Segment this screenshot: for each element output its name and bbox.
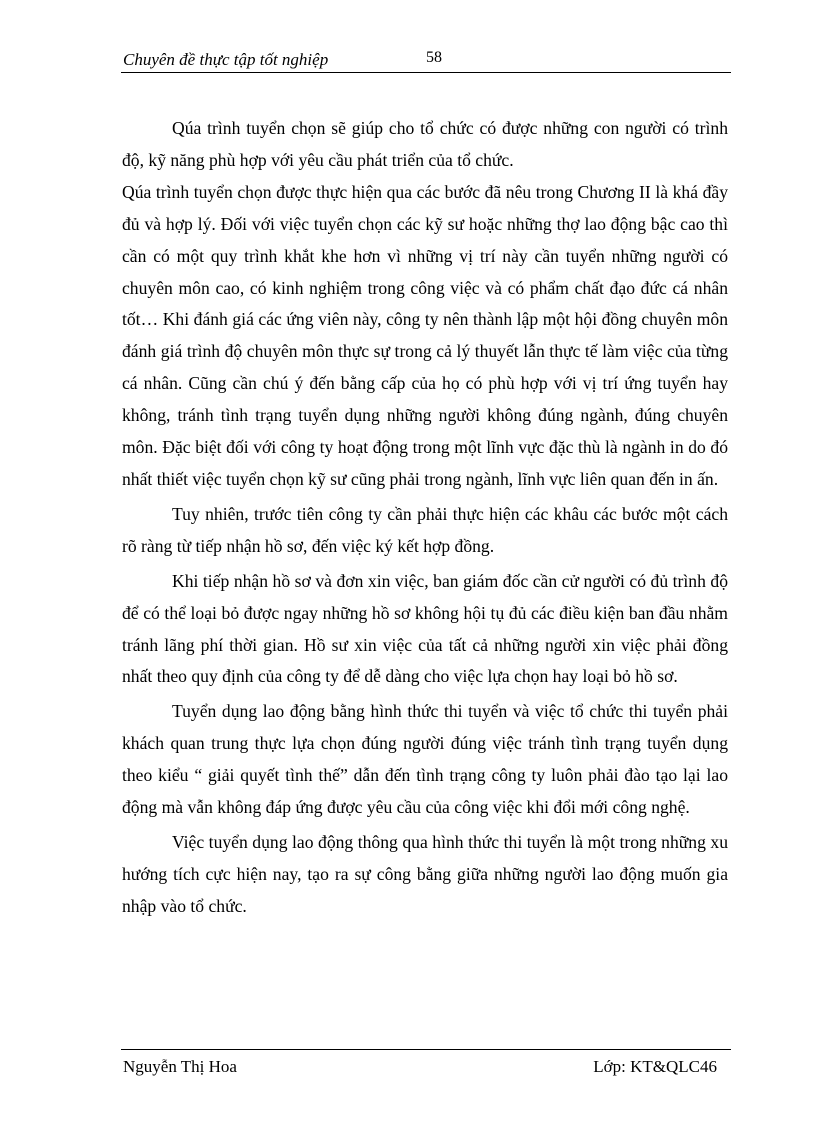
paragraph-5: Tuyển dụng lao động bằng hình thức thi tuyển và việc tổ chức thi tuyển phải khách quan trung thực lựa chọn đúng người đúng việc tránh tình trạng tuyển dụng theo kiểu “ giải quyết tình thế” dẫn đến tình trạng công ty luôn phải đào tạo lại lao động mà vẫn không đáp ứng được yêu cầu của công việc khi đổi mới công nghệ. bbox=[122, 701, 728, 818]
page-number: 58 bbox=[426, 49, 442, 66]
paragraph-2: Qúa trình tuyển chọn được thực hiện qua các bước đã nêu trong Chương II là khá đầy đủ và hợp lý. Đối với việc tuyển chọn các kỹ sư hoặc những thợ lao động bậc cao thì cần có một quy trình khắt khe hơn vì những vị trí này cần tuyển những người có chuyên môn cao, có kinh nghiệm trong công việc và có phẩm chất đạo đức cá nhân tốt… Khi đánh giá các ứng viên này, công ty nên thành lập một hội đồng chuyên môn đánh giá trình độ chuyên môn thực sự trong cả lý thuyết lẫn thực tế làm việc của từng cá nhân. Cũng cần chú ý đến bằng cấp của họ có phù hợp với vị trí ứng tuyển hay không, tránh tình trạng tuyển dụng những người không đúng ngành, đúng chuyên môn. Đặc biệt đối với công ty hoạt động trong một lĩnh vực đặc thù là ngành in do đó nhất thiết việc tuyển chọn kỹ sư cũng phải trong ngành, lĩnh vực liên quan đến in ấn. bbox=[122, 181, 728, 489]
footer-author: Nguyễn Thị Hoa bbox=[123, 1057, 237, 1076]
paragraph-3: Tuy nhiên, trước tiên công ty cần phải thực hiện các khâu các bước một cách rõ ràng từ tiếp nhận hồ sơ, đến việc ký kết hợp đồng. bbox=[122, 503, 728, 556]
header-title: Chuyên đề thực tập tốt nghiệp bbox=[123, 50, 329, 69]
page-header bbox=[121, 46, 731, 73]
paragraph-1: Qúa trình tuyển chọn sẽ giúp cho tổ chức có được những con người có trình độ, kỹ năng phù hợp với yêu cầu phát triển của tổ chức. bbox=[122, 118, 728, 170]
paragraph-6: Việc tuyển dụng lao động thông qua hình thức thi tuyển là một trong những xu hướng tích cực hiện nay, tạo ra sự công bằng giữa những người lao động muốn gia nhập vào tổ chức. bbox=[122, 831, 728, 916]
document-body bbox=[122, 113, 728, 923]
page-footer bbox=[121, 1049, 731, 1076]
footer-class: Lớp: KT&QLC46 bbox=[593, 1057, 717, 1076]
paragraph-4: Khi tiếp nhận hồ sơ và đơn xin việc, ban giám đốc cần cử người có đủ trình độ để có thể loại bỏ được ngay những hồ sơ không hội tụ đủ các điều kiện ban đầu nhằm tránh lãng phí thời gian. Hồ sư xin việc của tất cả những người xin việc phải đồng nhất theo quy định của công ty để dễ dàng cho việc lựa chọn hay loại bỏ hồ sơ. bbox=[122, 570, 728, 687]
